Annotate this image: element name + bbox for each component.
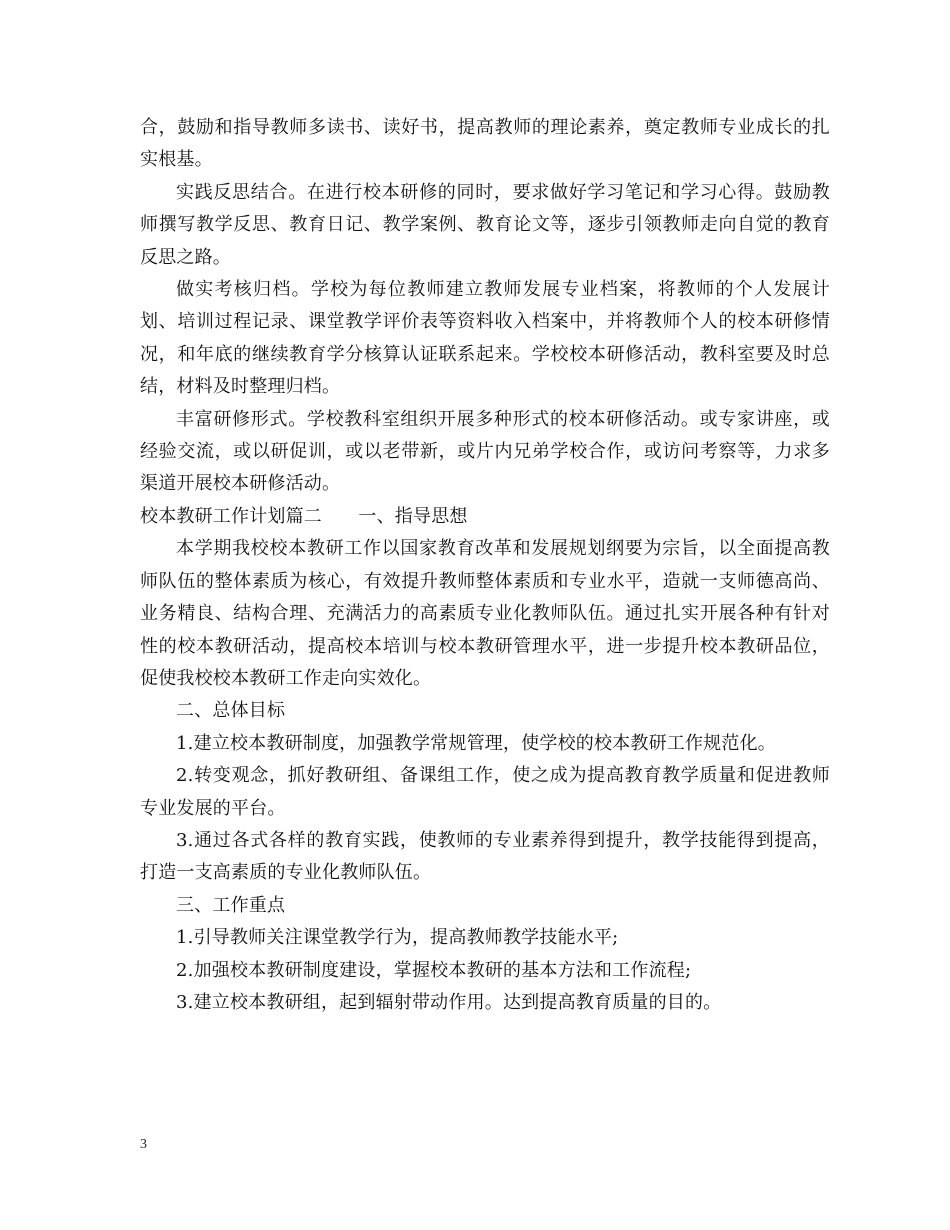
document-body — [140, 112, 830, 1019]
goal-item-3: 3.通过各式各样的教育实践，使教师的专业素养得到提升，教学技能得到提高，打造一支高素质的专业化教师队伍。 — [140, 829, 830, 884]
page-number: 3 — [140, 1137, 147, 1152]
paragraph-practice-reflection: 实践反思结合。在进行校本研修的同时，要求做好学习笔记和学习心得。鼓励教师撰写教学反思、教育日记、教学案例、教育论文等，逐步引领教师走向自觉的教育反思之路。 — [140, 181, 830, 268]
heading-overall-goals: 二、总体目标 — [176, 700, 286, 722]
goal-item-1: 1.建立校本教研制度，加强教学常规管理，使学校的校本教研工作规范化。 — [176, 732, 776, 754]
heading-work-focus: 三、工作重点 — [176, 894, 286, 916]
paragraph-research-forms: 丰富研修形式。学校教科室组织开展多种形式的校本研修活动。或专家讲座，或经验交流，或以研促训，或以老带新，或片内兄弟学校合作，或访问考察等，力求多渠道开展校本研修活动。 — [140, 408, 830, 495]
section-heading-plan-two: 校本教研工作计划篇二 一、指导思想 — [140, 505, 468, 527]
paragraph-assessment-archive: 做实考核归档。学校为每位教师建立教师发展专业档案，将教师的个人发展计划、培训过程记录、课堂教学评价表等资料收入档案中，并将教师个人的校本研修情况，和年底的继续教育学分核算认证联系起来。学校校本研修活动，教科室要及时总结，材料及时整理归档。 — [140, 279, 830, 398]
paragraph-guiding-ideology: 本学期我校校本教研工作以国家教育改革和发展规划纲要为宗旨，以全面提高教师队伍的整体素质为核心，有效提升教师整体素质和专业水平，造就一支师德高尚、业务精良、结构合理、充满活力的高素质专业化教师队伍。通过扎实开展各种有针对性的校本教研活动，提高校本培训与校本教研管理水平，进一步提升校本教研品位，促使我校校本教研工作走向实效化。 — [140, 538, 830, 689]
paragraph-continuation: 合，鼓励和指导教师多读书、读好书，提高教师的理论素养，奠定教师专业成长的扎实根基。 — [140, 117, 830, 171]
focus-item-2: 2.加强校本教研制度建设，掌握校本教研的基本方法和工作流程; — [176, 959, 692, 981]
focus-item-3: 3.建立校本教研组，起到辐射带动作用。达到提高教育质量的目的。 — [176, 991, 722, 1013]
goal-item-2: 2.转变观念，抓好教研组、备课组工作，使之成为提高教育教学质量和促进教师专业发展的平台。 — [140, 765, 830, 819]
focus-item-1: 1.引导教师关注课堂教学行为，提高教师教学技能水平; — [176, 927, 619, 949]
